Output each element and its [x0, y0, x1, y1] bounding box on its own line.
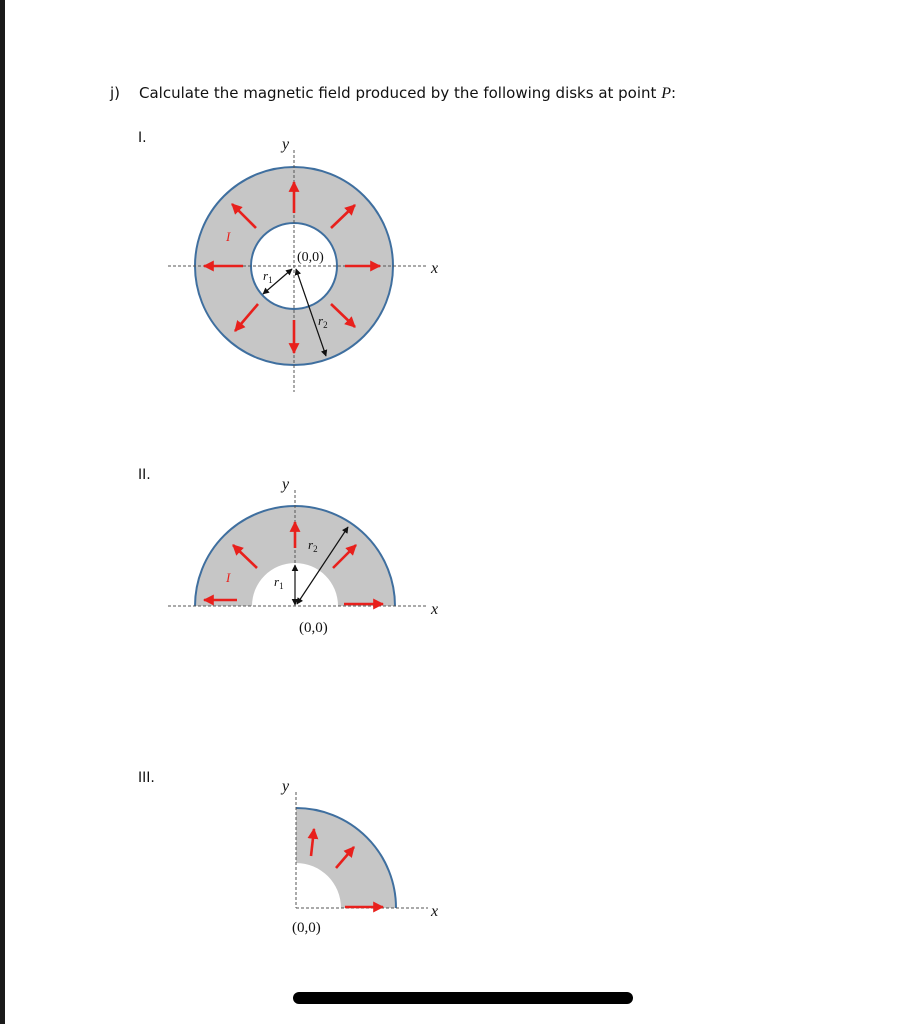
figure-2-x-label: x	[431, 601, 439, 618]
question-body: Calculate the magnetic field produced by the following disks at point	[139, 84, 662, 102]
figure-3-quarter-annulus	[280, 778, 438, 936]
figure-1-r2-symbol: r	[318, 313, 324, 328]
figure-1-r1-symbol: r	[263, 268, 269, 283]
figure-3-x-label: x	[431, 903, 439, 920]
figure-3-label: III.	[138, 770, 155, 786]
figure-3-origin-label: (0,0)	[292, 920, 321, 936]
figure-3-y-label: y	[282, 778, 290, 795]
figure-1-annulus	[168, 136, 438, 392]
figure-2-r1-subscript: 1	[279, 581, 284, 591]
question-suffix: :	[670, 84, 677, 102]
figure-2-current-label: I	[226, 570, 231, 585]
figure-1-r1-subscript: 1	[268, 275, 273, 285]
figure-2-r1-label	[274, 574, 284, 591]
figure-1-label: I.	[138, 130, 147, 146]
figure-2-half-annulus	[168, 476, 438, 636]
figure-1-r1-label	[263, 268, 273, 285]
figure-1-current-label: I	[226, 229, 231, 244]
figure-2-r2-symbol: r	[308, 537, 314, 552]
figure-2-r2-subscript: 2	[313, 544, 318, 554]
figure-2-r1-symbol: r	[274, 574, 280, 589]
figure-1-y-label: y	[282, 136, 290, 153]
figure-2-origin-label: (0,0)	[299, 620, 328, 636]
figure-1-origin-label: (0,0)	[297, 250, 324, 265]
figure-2-y-label: y	[282, 476, 290, 493]
point-variable: P	[661, 85, 671, 102]
question-label: j)	[110, 84, 121, 102]
figure-2-label: II.	[138, 467, 151, 483]
home-indicator-bar[interactable]	[293, 992, 633, 1004]
figure-1-x-label: x	[431, 260, 439, 277]
figure-1-r2-subscript: 2	[323, 320, 328, 330]
